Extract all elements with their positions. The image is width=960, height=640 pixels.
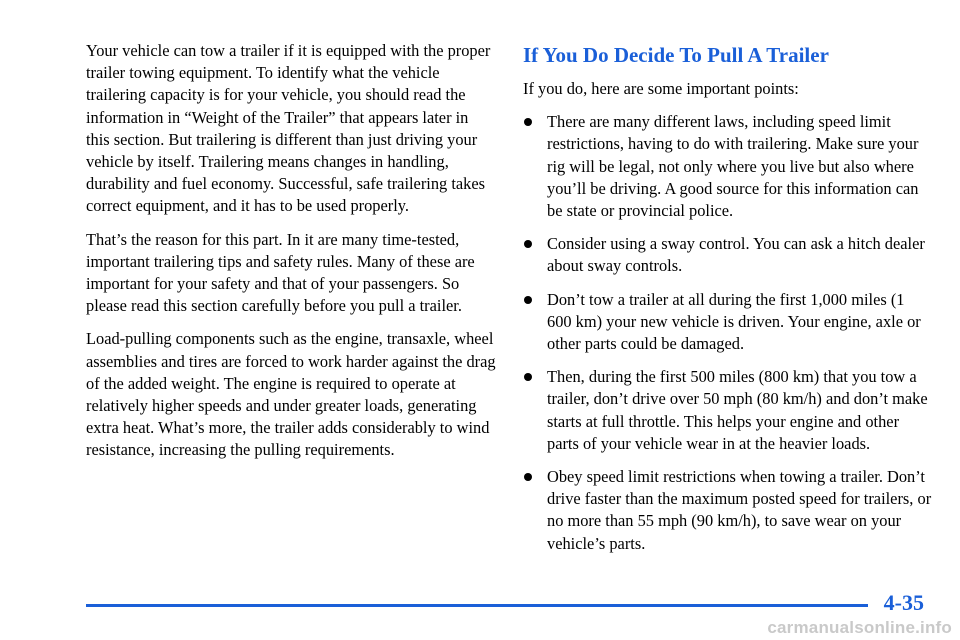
- bullet-icon: [524, 240, 532, 248]
- list-item-text: There are many different laws, including speed limit restrictions, having to do with trailering. Make sure your rig will be legal, not only where you live but also where you’ll be driving. A good source for this information can be state or provincial police.: [547, 112, 919, 221]
- section-heading: If You Do Decide To Pull A Trailer: [523, 43, 829, 67]
- list-item-text: Obey speed limit restrictions when towing a trailer. Don’t drive faster than the maximum posted speed for trailers, or no more than 55 mph (90 km/h), to save wear on your vehicle’s parts.: [547, 467, 932, 553]
- body-paragraph-1: Your vehicle can tow a trailer if it is equipped with the proper trailer towing equipment. To identify what the vehicle trailering capacity is for your vehicle, you should read the information in “Weight of the Trailer” that appears later in this section. But trailering is different than just driving your vehicle by itself. Trailering means changes in handling, durability and fuel economy. Successful, safe trailering takes correct equipment, and it has to be used properly.: [86, 41, 491, 216]
- list-item: [523, 111, 933, 222]
- list-item-text: Consider using a sway control. You can ask a hitch dealer about sway controls.: [547, 234, 925, 276]
- left-column: [86, 40, 496, 473]
- footer-rule: [86, 604, 868, 607]
- bullet-icon: [524, 118, 532, 126]
- list-item: [523, 233, 933, 277]
- bullet-icon: [524, 296, 532, 304]
- bullet-icon: [524, 373, 532, 381]
- page-number: 4-35: [883, 590, 924, 615]
- list-item-text: Then, during the first 500 miles (800 km) that you tow a trailer, don’t drive over 50 mph (80 km/h) and don’t make starts at full throttle. This helps your engine and other parts of your vehicle wear in at the heavier loads.: [547, 367, 928, 453]
- list-item: [523, 366, 933, 455]
- intro-paragraph: If you do, here are some important points:: [523, 79, 799, 98]
- bullet-list: [523, 111, 933, 555]
- bullet-icon: [524, 473, 532, 481]
- body-paragraph-3: Load-pulling components such as the engine, transaxle, wheel assemblies and tires are forced to work harder against the drag of the added weight. The engine is required to operate at relatively higher speeds and under greater loads, generating extra heat. What’s more, the trailer adds considerably to wind resistance, increasing the pulling requirements.: [86, 329, 496, 460]
- list-item: [523, 289, 933, 356]
- watermark-text: carmanualsonline.info: [767, 618, 952, 637]
- body-paragraph-2: That’s the reason for this part. In it are many time-tested, important trailering tips and safety rules. Many of these are important for your safety and that of your passengers. So please read this section carefully before you pull a trailer.: [86, 229, 475, 316]
- list-item: [523, 466, 933, 555]
- right-column: [523, 42, 933, 566]
- list-item-text: Don’t tow a trailer at all during the first 1,000 miles (1 600 km) your new vehicle is driven. Your engine, axle or other parts could be damaged.: [547, 289, 921, 354]
